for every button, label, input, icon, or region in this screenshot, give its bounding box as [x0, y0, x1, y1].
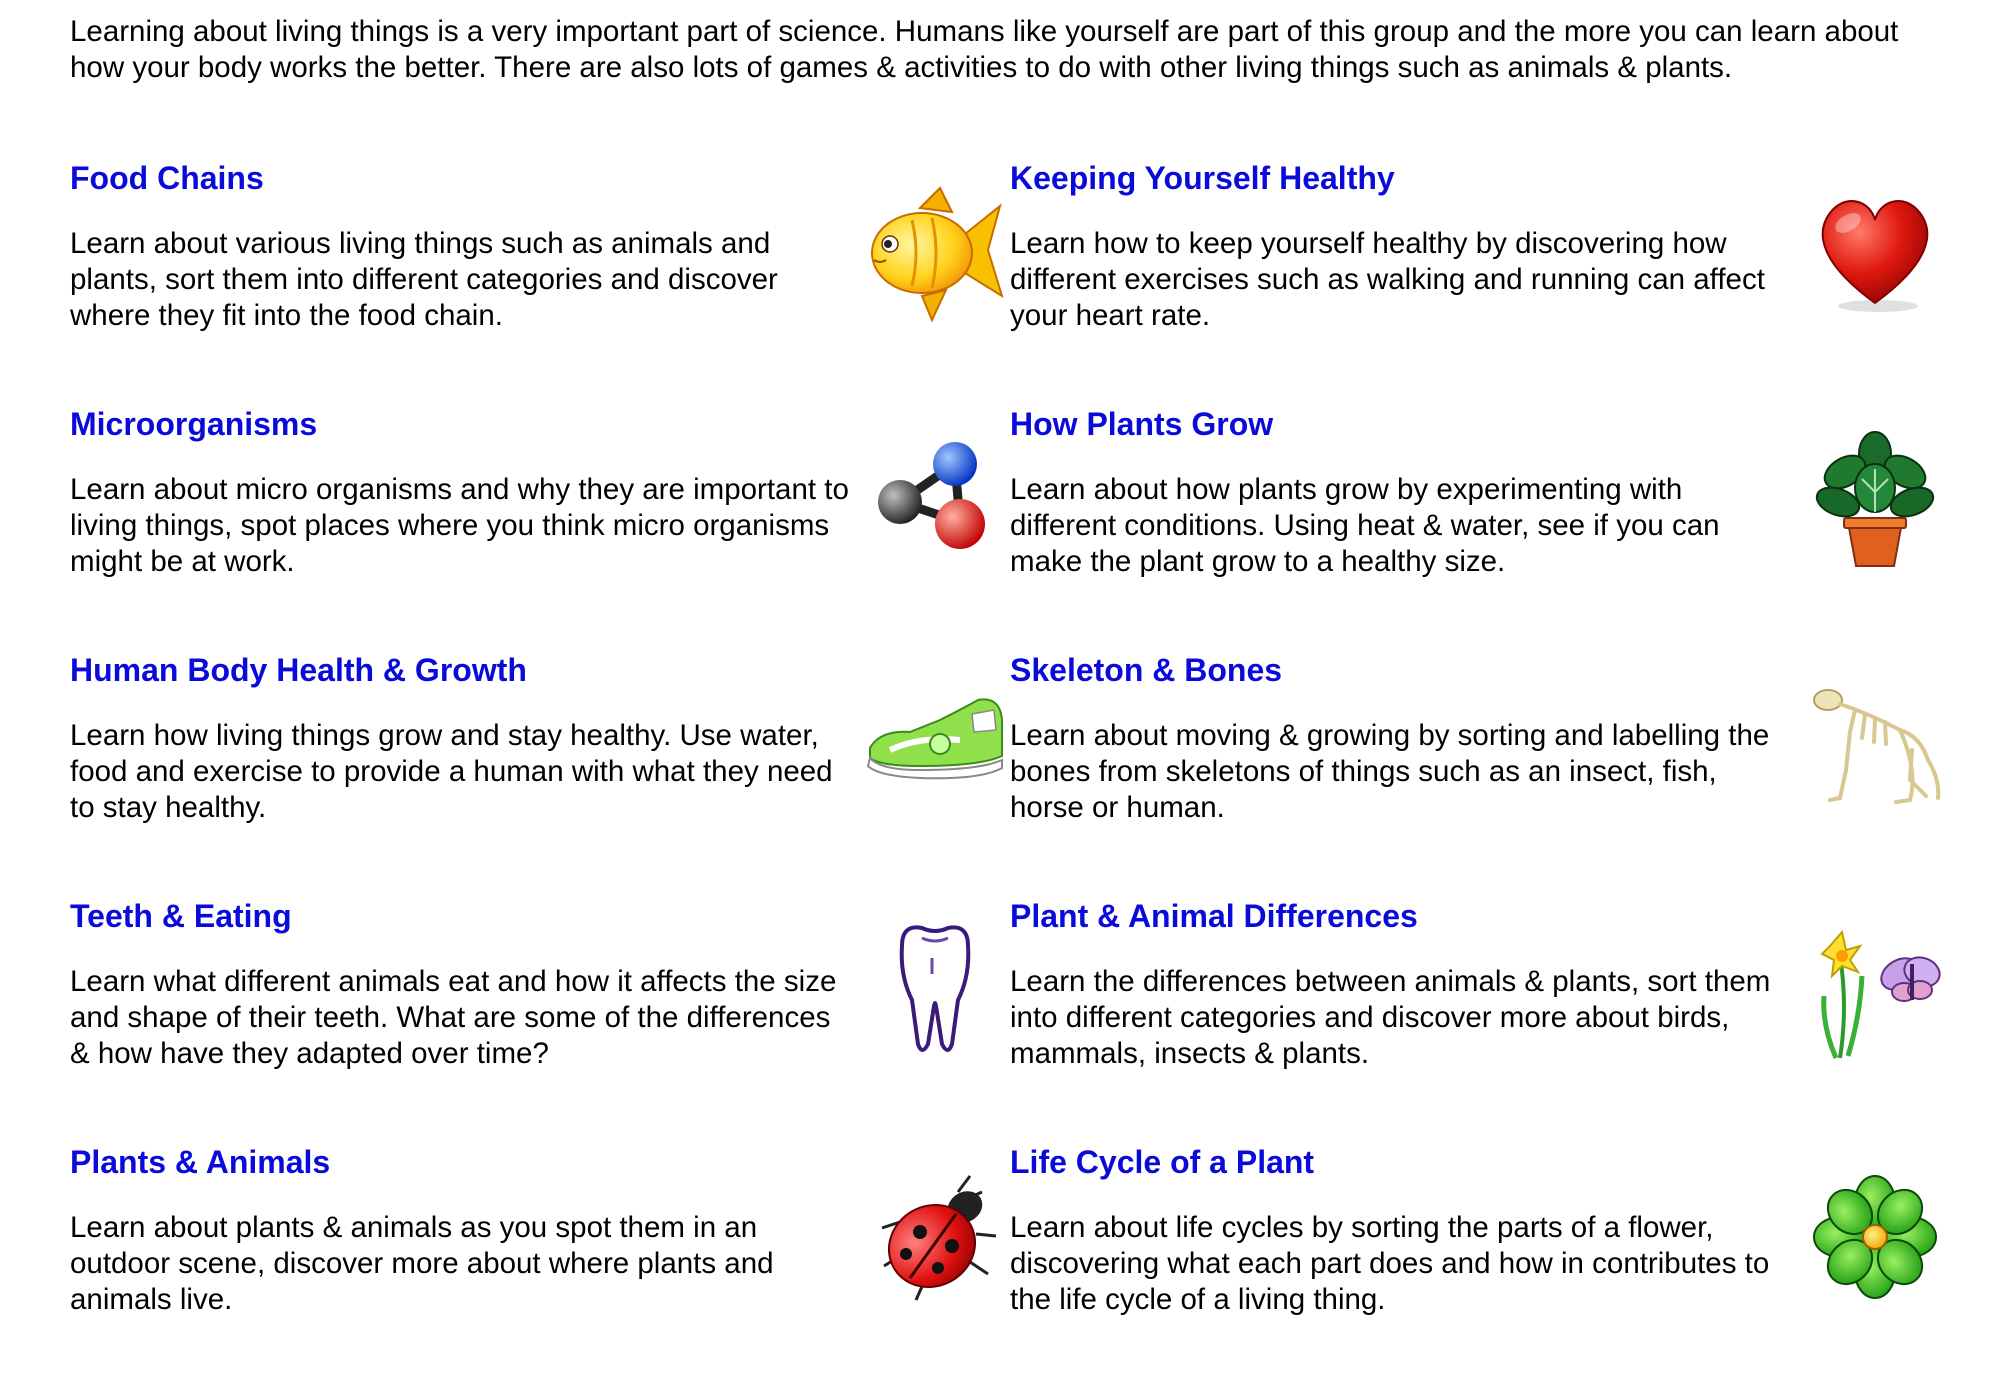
- activity-description: Learn about moving & growing by sorting and labelling the bones from skeletons of things such as an insect, fish, horse or human.: [1010, 719, 1770, 824]
- activity-link-plant-animal-differences[interactable]: Plant & Animal Differences: [1010, 898, 1418, 934]
- activity-description: Learn about plants & animals as you spot them in an outdoor scene, discover more about where plants and animals live.: [70, 1211, 774, 1316]
- activity-description: Learn how living things grow and stay healthy. Use water, food and exercise to provide a human with what they need to stay healthy.: [70, 719, 833, 824]
- activity-description: Learn about micro organisms and why they are important to living things, spot places where you think micro organisms might be at work.: [70, 473, 849, 578]
- activity-link-teeth-eating[interactable]: Teeth & Eating: [70, 898, 292, 934]
- activity-link-plants-animals[interactable]: Plants & Animals: [70, 1144, 331, 1180]
- activity-link-food-chains[interactable]: Food Chains: [70, 160, 264, 196]
- activity-card-how-plants-grow: [1010, 404, 1950, 634]
- activity-card-food-chains: [70, 158, 1010, 388]
- tooth-icon[interactable]: [860, 916, 1010, 1066]
- flower-icon[interactable]: [1800, 1162, 1950, 1312]
- activity-description: Learn what different animals eat and how it affects the size and shape of their teeth. What are some of the differences & how have they adapted over time?: [70, 965, 837, 1070]
- activity-link-microorganisms[interactable]: Microorganisms: [70, 406, 318, 442]
- sneaker-icon[interactable]: [860, 670, 1010, 820]
- potted-plant-icon[interactable]: [1800, 424, 1950, 574]
- molecule-icon[interactable]: [860, 424, 1010, 574]
- skeleton-icon[interactable]: [1800, 670, 1950, 820]
- daffodil-butterfly-icon[interactable]: [1800, 916, 1950, 1066]
- activity-description: Learn about life cycles by sorting the parts of a flower, discovering what each part does and how in contributes to the life cycle of a living thing.: [1010, 1211, 1770, 1316]
- activity-description: Learn how to keep yourself healthy by discovering how different exercises such as walking and running can affect your heart rate.: [1010, 227, 1765, 332]
- intro-text: Learning about living things is a very important part of science. Humans like yourself are part of this group and the more you can learn about how your body works the better. There are also lots of games & activities to do with other living things such as animals & plants.: [70, 15, 1899, 84]
- activity-description: Learn the differences between animals & plants, sort them into different categories and discover more about birds, mammals, insects & plants.: [1010, 965, 1771, 1070]
- activity-description: Learn about various living things such as animals and plants, sort them into different categories and discover where they fit into the food chain.: [70, 227, 778, 332]
- heart-icon[interactable]: [1800, 178, 1950, 328]
- activity-card-plant-animal-differences: [1010, 896, 1950, 1126]
- ladybug-icon[interactable]: [860, 1162, 1010, 1312]
- activity-link-life-cycle-of-a-plant[interactable]: Life Cycle of a Plant: [1010, 1144, 1315, 1180]
- activity-link-keeping-yourself-healthy[interactable]: Keeping Yourself Healthy: [1010, 160, 1395, 196]
- activity-link-how-plants-grow[interactable]: How Plants Grow: [1010, 406, 1274, 442]
- activity-card-human-body: [70, 650, 1010, 880]
- activity-card-plants-animals: [70, 1142, 1010, 1372]
- activity-card-teeth-eating: [70, 896, 1010, 1126]
- activity-card-life-cycle-plant: [1010, 1142, 1950, 1372]
- activity-card-skeleton-bones: [1010, 650, 1950, 880]
- activity-card-keeping-healthy: [1010, 158, 1950, 388]
- activity-link-human-body-health-growth[interactable]: Human Body Health & Growth: [70, 652, 527, 688]
- fish-icon[interactable]: [860, 178, 1010, 328]
- activity-description: Learn about how plants grow by experimenting with different conditions. Using heat & water, see if you can make the plant grow to a healthy size.: [1010, 473, 1720, 578]
- activity-link-skeleton-bones[interactable]: Skeleton & Bones: [1010, 652, 1283, 688]
- activity-card-microorganisms: [70, 404, 1010, 634]
